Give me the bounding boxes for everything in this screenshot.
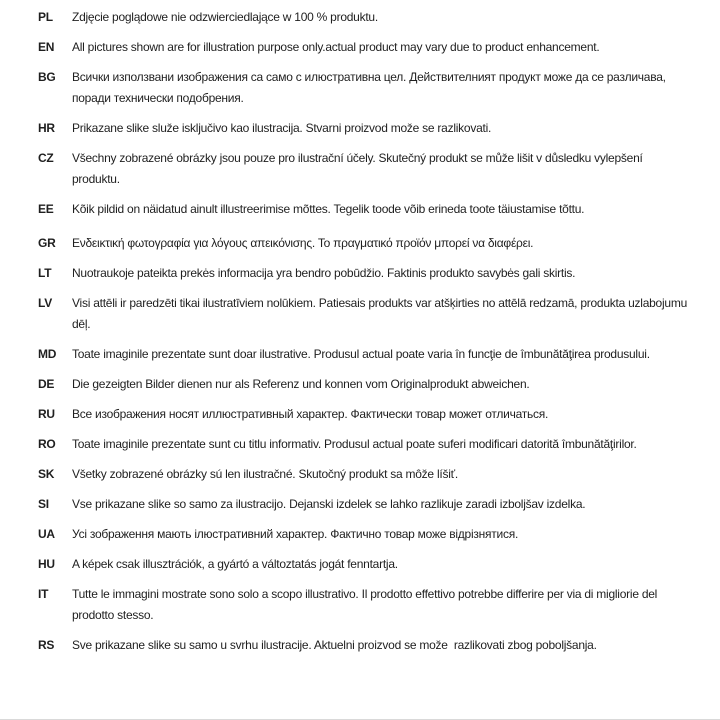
disclaimer-row	[38, 7, 692, 28]
disclaimer-row	[38, 635, 692, 656]
language-code: LV	[38, 296, 52, 310]
disclaimer-row	[38, 344, 692, 365]
disclaimer-text: Все изображения носят иллюстративный характер. Фактически товар может отличаться.	[72, 407, 549, 421]
language-code: IT	[38, 587, 49, 601]
language-code: UA	[38, 527, 55, 541]
language-code: PL	[38, 10, 53, 24]
disclaimer-text: Toate imaginile prezentate sunt doar ilustrative. Produsul actual poate varia în funcţie de îmbunătăţirea produsului.	[72, 347, 650, 361]
disclaimer-text: Ενδεικτική φωτογραφία για λόγους απεικόνισης. Το πραγματικό προϊόν μπορεί να διαφέρει.	[72, 236, 534, 250]
language-code: SI	[38, 497, 49, 511]
disclaimer-row	[38, 494, 692, 515]
disclaimer-row	[38, 584, 692, 626]
disclaimer-text: A képek csak illusztrációk, a gyártó a változtatás jogát fenntartja.	[72, 557, 398, 571]
language-code: SK	[38, 467, 55, 481]
disclaimer-text: Vse prikazane slike so samo za ilustracijo. Dejanski izdelek se lahko razlikuje zaradi izboljšav izdelka.	[72, 497, 586, 511]
disclaimer-row	[38, 293, 692, 335]
language-code: BG	[38, 70, 56, 84]
disclaimer-text: All pictures shown are for illustration purpose only.actual product may vary due to product enhancement.	[72, 40, 600, 54]
disclaimer-text: Nuotraukoje pateikta prekės informacija yra bendro pobūdžio. Faktinis produkto savybės gali skirtis.	[72, 266, 576, 280]
disclaimer-text: Die gezeigten Bilder dienen nur als Referenz und konnen vom Originalprodukt abweichen.	[72, 377, 530, 391]
language-code: DE	[38, 377, 55, 391]
disclaimer-row	[38, 263, 692, 284]
language-code: HU	[38, 557, 55, 571]
language-code: GR	[38, 236, 56, 250]
disclaimer-text: Kõik pildid on näidatud ainult illustreerimise mõttes. Tegelik toode võib erineda toote täiustamise tõttu.	[72, 202, 585, 216]
disclaimer-row	[38, 37, 692, 58]
disclaimer-row	[38, 374, 692, 395]
disclaimer-text: Всички използвани изображения са само с илюстративна цел. Действителният продукт може да се различава, поради технически подобрения.	[72, 70, 669, 105]
disclaimer-row	[38, 404, 692, 425]
language-code: RU	[38, 407, 55, 421]
disclaimer-text: Zdjęcie poglądowe nie odzwierciedlające w 100 % produktu.	[72, 10, 378, 24]
disclaimer-text: Toate imaginile prezentate sunt cu titlu informativ. Produsul actual poate suferi modificari datorită îmbunătăţirilor.	[72, 437, 637, 451]
disclaimer-row	[38, 233, 692, 254]
disclaimer-row	[38, 434, 692, 455]
language-code: EN	[38, 40, 55, 54]
disclaimer-text: Visi attēli ir paredzēti tikai ilustratīviem nolūkiem. Patiesais produkts var atšķirties no attēlā redzamā, produkta uzlabojumu dēļ.	[72, 296, 691, 331]
disclaimer-list	[38, 7, 692, 656]
language-code: MD	[38, 347, 57, 361]
disclaimer-row	[38, 148, 692, 190]
language-code: LT	[38, 266, 52, 280]
disclaimer-text: Všetky zobrazené obrázky sú len ilustračné. Skutočný produkt sa môže líšiť.	[72, 467, 458, 481]
disclaimer-row	[38, 67, 692, 109]
language-code: RS	[38, 638, 55, 652]
disclaimer-text: Tutte le immagini mostrate sono solo a scopo illustrativo. Il prodotto effettivo potrebbe differire per via di migliorie del prodotto stesso.	[72, 587, 661, 622]
disclaimer-row	[38, 524, 692, 545]
language-code: CZ	[38, 151, 54, 165]
disclaimer-row	[38, 118, 692, 139]
disclaimer-row	[38, 464, 692, 485]
language-code: HR	[38, 121, 55, 135]
language-code: EE	[38, 202, 54, 216]
disclaimer-text: Všechny zobrazené obrázky jsou pouze pro ilustrační účely. Skutečný produkt se může lišit v důsledku vylepšení produktu.	[72, 151, 646, 186]
disclaimer-text: Sve prikazane slike su samo u svrhu ilustracije. Aktuelni proizvod se može razlikovati zbog poboljšanja.	[72, 638, 597, 652]
disclaimer-text: Prikazane slike služe isključivo kao ilustracija. Stvarni proizvod može se razlikovati.	[72, 121, 492, 135]
language-code: RO	[38, 437, 56, 451]
disclaimer-row	[38, 199, 692, 220]
disclaimer-row	[38, 554, 692, 575]
disclaimer-text: Усі зображення мають ілюстративний характер. Фактично товар може відрізнятися.	[72, 527, 519, 541]
